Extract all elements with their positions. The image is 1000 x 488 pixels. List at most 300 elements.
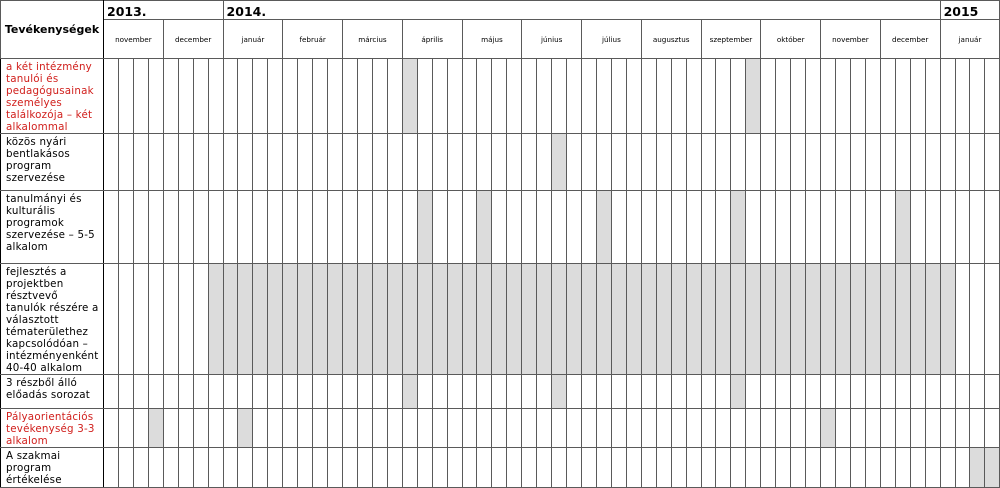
schedule-cell — [611, 375, 626, 409]
schedule-cell — [582, 375, 597, 409]
month-header: november — [104, 20, 164, 59]
scheduled-cell — [387, 264, 402, 375]
schedule-cell — [283, 375, 298, 409]
schedule-cell — [477, 134, 492, 191]
schedule-cell — [537, 59, 552, 134]
schedule-cell — [313, 59, 328, 134]
schedule-cell — [432, 59, 447, 134]
schedule-cell — [432, 448, 447, 488]
scheduled-cell — [402, 59, 417, 134]
schedule-cell — [357, 375, 372, 409]
schedule-cell — [357, 59, 372, 134]
schedule-cell — [447, 59, 462, 134]
schedule-cell — [462, 59, 477, 134]
schedule-cell — [731, 409, 746, 448]
month-header: május — [462, 20, 522, 59]
schedule-cell — [118, 264, 133, 375]
schedule-cell — [626, 375, 641, 409]
scheduled-cell — [417, 191, 432, 264]
scheduled-cell — [880, 264, 895, 375]
schedule-cell — [776, 409, 791, 448]
scheduled-cell — [537, 264, 552, 375]
schedule-cell — [716, 59, 731, 134]
month-header: január — [223, 20, 283, 59]
schedule-cell — [701, 191, 716, 264]
schedule-cell — [746, 409, 761, 448]
schedule-cell — [238, 59, 253, 134]
schedule-cell — [447, 134, 462, 191]
schedule-cell — [343, 134, 358, 191]
schedule-cell — [686, 59, 701, 134]
month-header: január — [940, 20, 1000, 59]
schedule-cell — [238, 134, 253, 191]
schedule-cell — [313, 448, 328, 488]
schedule-cell — [432, 191, 447, 264]
schedule-cell — [955, 134, 970, 191]
activity-row — [1, 264, 1000, 375]
schedule-cell — [104, 409, 119, 448]
schedule-cell — [716, 134, 731, 191]
activity-label: tanulmányi és kulturális programok szervezése – 5-5 alkalom — [1, 191, 104, 264]
schedule-cell — [283, 191, 298, 264]
schedule-cell — [776, 375, 791, 409]
schedule-cell — [985, 191, 1000, 264]
schedule-cell — [477, 409, 492, 448]
month-header: november — [821, 20, 881, 59]
schedule-cell — [522, 409, 537, 448]
schedule-cell — [925, 409, 940, 448]
schedule-cell — [821, 375, 836, 409]
schedule-cell — [372, 191, 387, 264]
activity-row — [1, 59, 1000, 134]
schedule-cell — [118, 448, 133, 488]
schedule-cell — [208, 375, 223, 409]
scheduled-cell — [552, 134, 567, 191]
schedule-cell — [118, 59, 133, 134]
scheduled-cell — [835, 264, 850, 375]
month-header: szeptember — [701, 20, 761, 59]
month-header: október — [761, 20, 821, 59]
year-row — [1, 1, 1000, 20]
scheduled-cell — [372, 264, 387, 375]
year-cell: 2014. — [223, 1, 940, 20]
schedule-cell — [641, 59, 656, 134]
schedule-cell — [268, 409, 283, 448]
schedule-cell — [507, 409, 522, 448]
schedule-cell — [582, 409, 597, 448]
activity-label: A szakmai program értékelése — [1, 448, 104, 488]
schedule-cell — [656, 409, 671, 448]
schedule-cell — [268, 448, 283, 488]
schedule-cell — [656, 375, 671, 409]
schedule-cell — [283, 409, 298, 448]
schedule-cell — [357, 134, 372, 191]
schedule-cell — [910, 134, 925, 191]
schedule-cell — [298, 191, 313, 264]
schedule-cell — [731, 134, 746, 191]
schedule-cell — [865, 409, 880, 448]
activity-row — [1, 409, 1000, 448]
schedule-cell — [686, 134, 701, 191]
schedule-cell — [268, 375, 283, 409]
schedule-cell — [686, 409, 701, 448]
schedule-cell — [357, 448, 372, 488]
schedule-cell — [970, 375, 985, 409]
schedule-cell — [596, 134, 611, 191]
scheduled-cell — [402, 264, 417, 375]
scheduled-cell — [656, 264, 671, 375]
month-header: február — [283, 20, 343, 59]
schedule-cell — [761, 375, 776, 409]
schedule-cell — [701, 448, 716, 488]
schedule-cell — [821, 59, 836, 134]
schedule-cell — [372, 59, 387, 134]
scheduled-cell — [283, 264, 298, 375]
schedule-cell — [955, 191, 970, 264]
schedule-cell — [895, 134, 910, 191]
schedule-cell — [686, 448, 701, 488]
scheduled-cell — [596, 264, 611, 375]
schedule-cell — [626, 448, 641, 488]
schedule-cell — [552, 191, 567, 264]
scheduled-cell — [238, 264, 253, 375]
schedule-cell — [343, 59, 358, 134]
schedule-cell — [910, 409, 925, 448]
schedule-cell — [178, 448, 193, 488]
scheduled-cell — [746, 59, 761, 134]
schedule-cell — [432, 409, 447, 448]
schedule-cell — [895, 375, 910, 409]
scheduled-cell — [701, 264, 716, 375]
schedule-cell — [850, 375, 865, 409]
schedule-cell — [328, 134, 343, 191]
schedule-cell — [223, 191, 238, 264]
schedule-cell — [671, 448, 686, 488]
schedule-cell — [118, 134, 133, 191]
schedule-cell — [895, 59, 910, 134]
schedule-cell — [343, 448, 358, 488]
schedule-cell — [402, 191, 417, 264]
schedule-cell — [656, 191, 671, 264]
schedule-cell — [417, 134, 432, 191]
schedule-cell — [223, 409, 238, 448]
schedule-cell — [118, 375, 133, 409]
schedule-cell — [880, 375, 895, 409]
scheduled-cell — [716, 264, 731, 375]
schedule-cell — [537, 448, 552, 488]
schedule-cell — [985, 409, 1000, 448]
schedule-cell — [641, 134, 656, 191]
schedule-cell — [791, 375, 806, 409]
schedule-cell — [940, 134, 955, 191]
schedule-cell — [178, 191, 193, 264]
schedule-cell — [910, 375, 925, 409]
schedule-cell — [940, 448, 955, 488]
scheduled-cell — [776, 264, 791, 375]
schedule-cell — [522, 59, 537, 134]
schedule-cell — [238, 375, 253, 409]
scheduled-cell — [731, 191, 746, 264]
scheduled-cell — [895, 191, 910, 264]
schedule-cell — [985, 134, 1000, 191]
schedule-cell — [626, 59, 641, 134]
schedule-cell — [238, 191, 253, 264]
schedule-cell — [178, 409, 193, 448]
schedule-cell — [328, 448, 343, 488]
scheduled-cell — [477, 264, 492, 375]
schedule-cell — [806, 375, 821, 409]
schedule-cell — [806, 409, 821, 448]
schedule-cell — [104, 134, 119, 191]
scheduled-cell — [746, 264, 761, 375]
scheduled-cell — [731, 375, 746, 409]
schedule-cell — [298, 375, 313, 409]
schedule-cell — [387, 191, 402, 264]
schedule-cell — [611, 191, 626, 264]
schedule-cell — [417, 375, 432, 409]
schedule-cell — [552, 448, 567, 488]
schedule-cell — [118, 409, 133, 448]
scheduled-cell — [253, 264, 268, 375]
month-row — [1, 20, 1000, 59]
schedule-cell — [925, 59, 940, 134]
schedule-cell — [537, 409, 552, 448]
schedule-cell — [895, 409, 910, 448]
schedule-cell — [223, 448, 238, 488]
schedule-cell — [567, 59, 582, 134]
schedule-cell — [313, 191, 328, 264]
schedule-cell — [641, 375, 656, 409]
schedule-cell — [671, 191, 686, 264]
schedule-cell — [417, 409, 432, 448]
schedule-cell — [731, 59, 746, 134]
schedule-cell — [283, 134, 298, 191]
schedule-cell — [671, 134, 686, 191]
schedule-cell — [522, 134, 537, 191]
activity-row — [1, 191, 1000, 264]
schedule-cell — [387, 134, 402, 191]
schedule-cell — [268, 191, 283, 264]
schedule-cell — [701, 409, 716, 448]
schedule-cell — [387, 375, 402, 409]
schedule-cell — [522, 448, 537, 488]
schedule-cell — [835, 191, 850, 264]
schedule-cell — [372, 375, 387, 409]
schedule-cell — [791, 134, 806, 191]
schedule-cell — [343, 409, 358, 448]
schedule-cell — [865, 134, 880, 191]
schedule-cell — [253, 375, 268, 409]
schedule-cell — [223, 134, 238, 191]
schedule-cell — [492, 59, 507, 134]
schedule-cell — [955, 59, 970, 134]
schedule-cell — [671, 409, 686, 448]
schedule-cell — [955, 448, 970, 488]
year-cell: 2015 — [940, 1, 1000, 20]
schedule-cell — [133, 448, 148, 488]
schedule-cell — [522, 375, 537, 409]
schedule-cell — [163, 191, 178, 264]
scheduled-cell — [970, 448, 985, 488]
schedule-cell — [357, 409, 372, 448]
schedule-cell — [880, 59, 895, 134]
schedule-cell — [746, 448, 761, 488]
schedule-cell — [865, 191, 880, 264]
schedule-cell — [268, 59, 283, 134]
scheduled-cell — [611, 264, 626, 375]
schedule-cell — [462, 409, 477, 448]
schedule-cell — [178, 134, 193, 191]
schedule-cell — [656, 448, 671, 488]
schedule-cell — [507, 448, 522, 488]
schedule-cell — [387, 59, 402, 134]
schedule-cell — [507, 134, 522, 191]
schedule-cell — [298, 409, 313, 448]
schedule-cell — [970, 409, 985, 448]
schedule-cell — [193, 59, 208, 134]
schedule-cell — [925, 134, 940, 191]
schedule-cell — [835, 448, 850, 488]
schedule-cell — [761, 191, 776, 264]
activity-label: Pályaorientációs tevékenység 3-3 alkalom — [1, 409, 104, 448]
schedule-cell — [821, 448, 836, 488]
month-header: június — [522, 20, 582, 59]
scheduled-cell — [462, 264, 477, 375]
schedule-cell — [970, 191, 985, 264]
schedule-cell — [447, 375, 462, 409]
schedule-cell — [567, 448, 582, 488]
schedule-cell — [850, 191, 865, 264]
schedule-cell — [716, 448, 731, 488]
schedule-cell — [328, 409, 343, 448]
schedule-cell — [208, 59, 223, 134]
schedule-cell — [402, 134, 417, 191]
schedule-cell — [163, 134, 178, 191]
schedule-cell — [582, 191, 597, 264]
activities-header: Tevékenységek — [1, 1, 104, 59]
scheduled-cell — [298, 264, 313, 375]
schedule-cell — [850, 134, 865, 191]
schedule-cell — [761, 448, 776, 488]
schedule-cell — [163, 409, 178, 448]
schedule-cell — [955, 264, 970, 375]
scheduled-cell — [925, 264, 940, 375]
scheduled-cell — [567, 264, 582, 375]
activity-label: 3 részből álló előadás sorozat — [1, 375, 104, 409]
schedule-cell — [298, 134, 313, 191]
scheduled-cell — [552, 264, 567, 375]
schedule-cell — [477, 59, 492, 134]
scheduled-cell — [821, 264, 836, 375]
activity-row — [1, 448, 1000, 488]
month-header: március — [343, 20, 403, 59]
schedule-cell — [791, 59, 806, 134]
schedule-cell — [567, 409, 582, 448]
schedule-cell — [148, 59, 163, 134]
schedule-cell — [596, 409, 611, 448]
schedule-cell — [178, 59, 193, 134]
activity-row — [1, 375, 1000, 409]
schedule-cell — [567, 375, 582, 409]
schedule-cell — [447, 409, 462, 448]
schedule-cell — [223, 59, 238, 134]
schedule-cell — [761, 59, 776, 134]
schedule-cell — [746, 134, 761, 191]
schedule-cell — [865, 59, 880, 134]
schedule-cell — [148, 134, 163, 191]
scheduled-cell — [731, 264, 746, 375]
schedule-cell — [761, 134, 776, 191]
schedule-cell — [104, 448, 119, 488]
schedule-cell — [492, 375, 507, 409]
schedule-cell — [193, 409, 208, 448]
schedule-cell — [328, 59, 343, 134]
schedule-cell — [133, 375, 148, 409]
schedule-cell — [970, 59, 985, 134]
schedule-cell — [253, 134, 268, 191]
scheduled-cell — [626, 264, 641, 375]
schedule-cell — [193, 448, 208, 488]
schedule-cell — [611, 448, 626, 488]
schedule-cell — [850, 448, 865, 488]
schedule-cell — [582, 59, 597, 134]
year-cell: 2013. — [104, 1, 224, 20]
schedule-cell — [104, 59, 119, 134]
schedule-cell — [462, 375, 477, 409]
schedule-cell — [148, 375, 163, 409]
schedule-cell — [283, 59, 298, 134]
schedule-cell — [447, 191, 462, 264]
month-header: december — [163, 20, 223, 59]
schedule-cell — [611, 134, 626, 191]
schedule-cell — [357, 191, 372, 264]
scheduled-cell — [492, 264, 507, 375]
schedule-cell — [716, 375, 731, 409]
schedule-cell — [432, 134, 447, 191]
scheduled-cell — [596, 191, 611, 264]
schedule-cell — [611, 409, 626, 448]
schedule-cell — [417, 59, 432, 134]
schedule-cell — [462, 191, 477, 264]
schedule-cell — [372, 134, 387, 191]
schedule-cell — [537, 375, 552, 409]
schedule-cell — [133, 191, 148, 264]
schedule-cell — [238, 448, 253, 488]
activity-label: a két intézmény tanulói és pedagógusainak személyes találkozója – két alkalommal — [1, 59, 104, 134]
schedule-cell — [193, 264, 208, 375]
scheduled-cell — [985, 448, 1000, 488]
scheduled-cell — [686, 264, 701, 375]
schedule-cell — [761, 409, 776, 448]
schedule-cell — [567, 134, 582, 191]
schedule-cell — [402, 409, 417, 448]
schedule-cell — [776, 59, 791, 134]
schedule-cell — [104, 375, 119, 409]
scheduled-cell — [791, 264, 806, 375]
schedule-cell — [925, 448, 940, 488]
schedule-cell — [343, 191, 358, 264]
schedule-cell — [477, 448, 492, 488]
schedule-cell — [835, 375, 850, 409]
schedule-cell — [387, 409, 402, 448]
schedule-cell — [462, 448, 477, 488]
schedule-cell — [328, 375, 343, 409]
schedule-cell — [462, 134, 477, 191]
schedule-cell — [895, 448, 910, 488]
schedule-cell — [746, 375, 761, 409]
schedule-cell — [163, 264, 178, 375]
schedule-cell — [821, 134, 836, 191]
